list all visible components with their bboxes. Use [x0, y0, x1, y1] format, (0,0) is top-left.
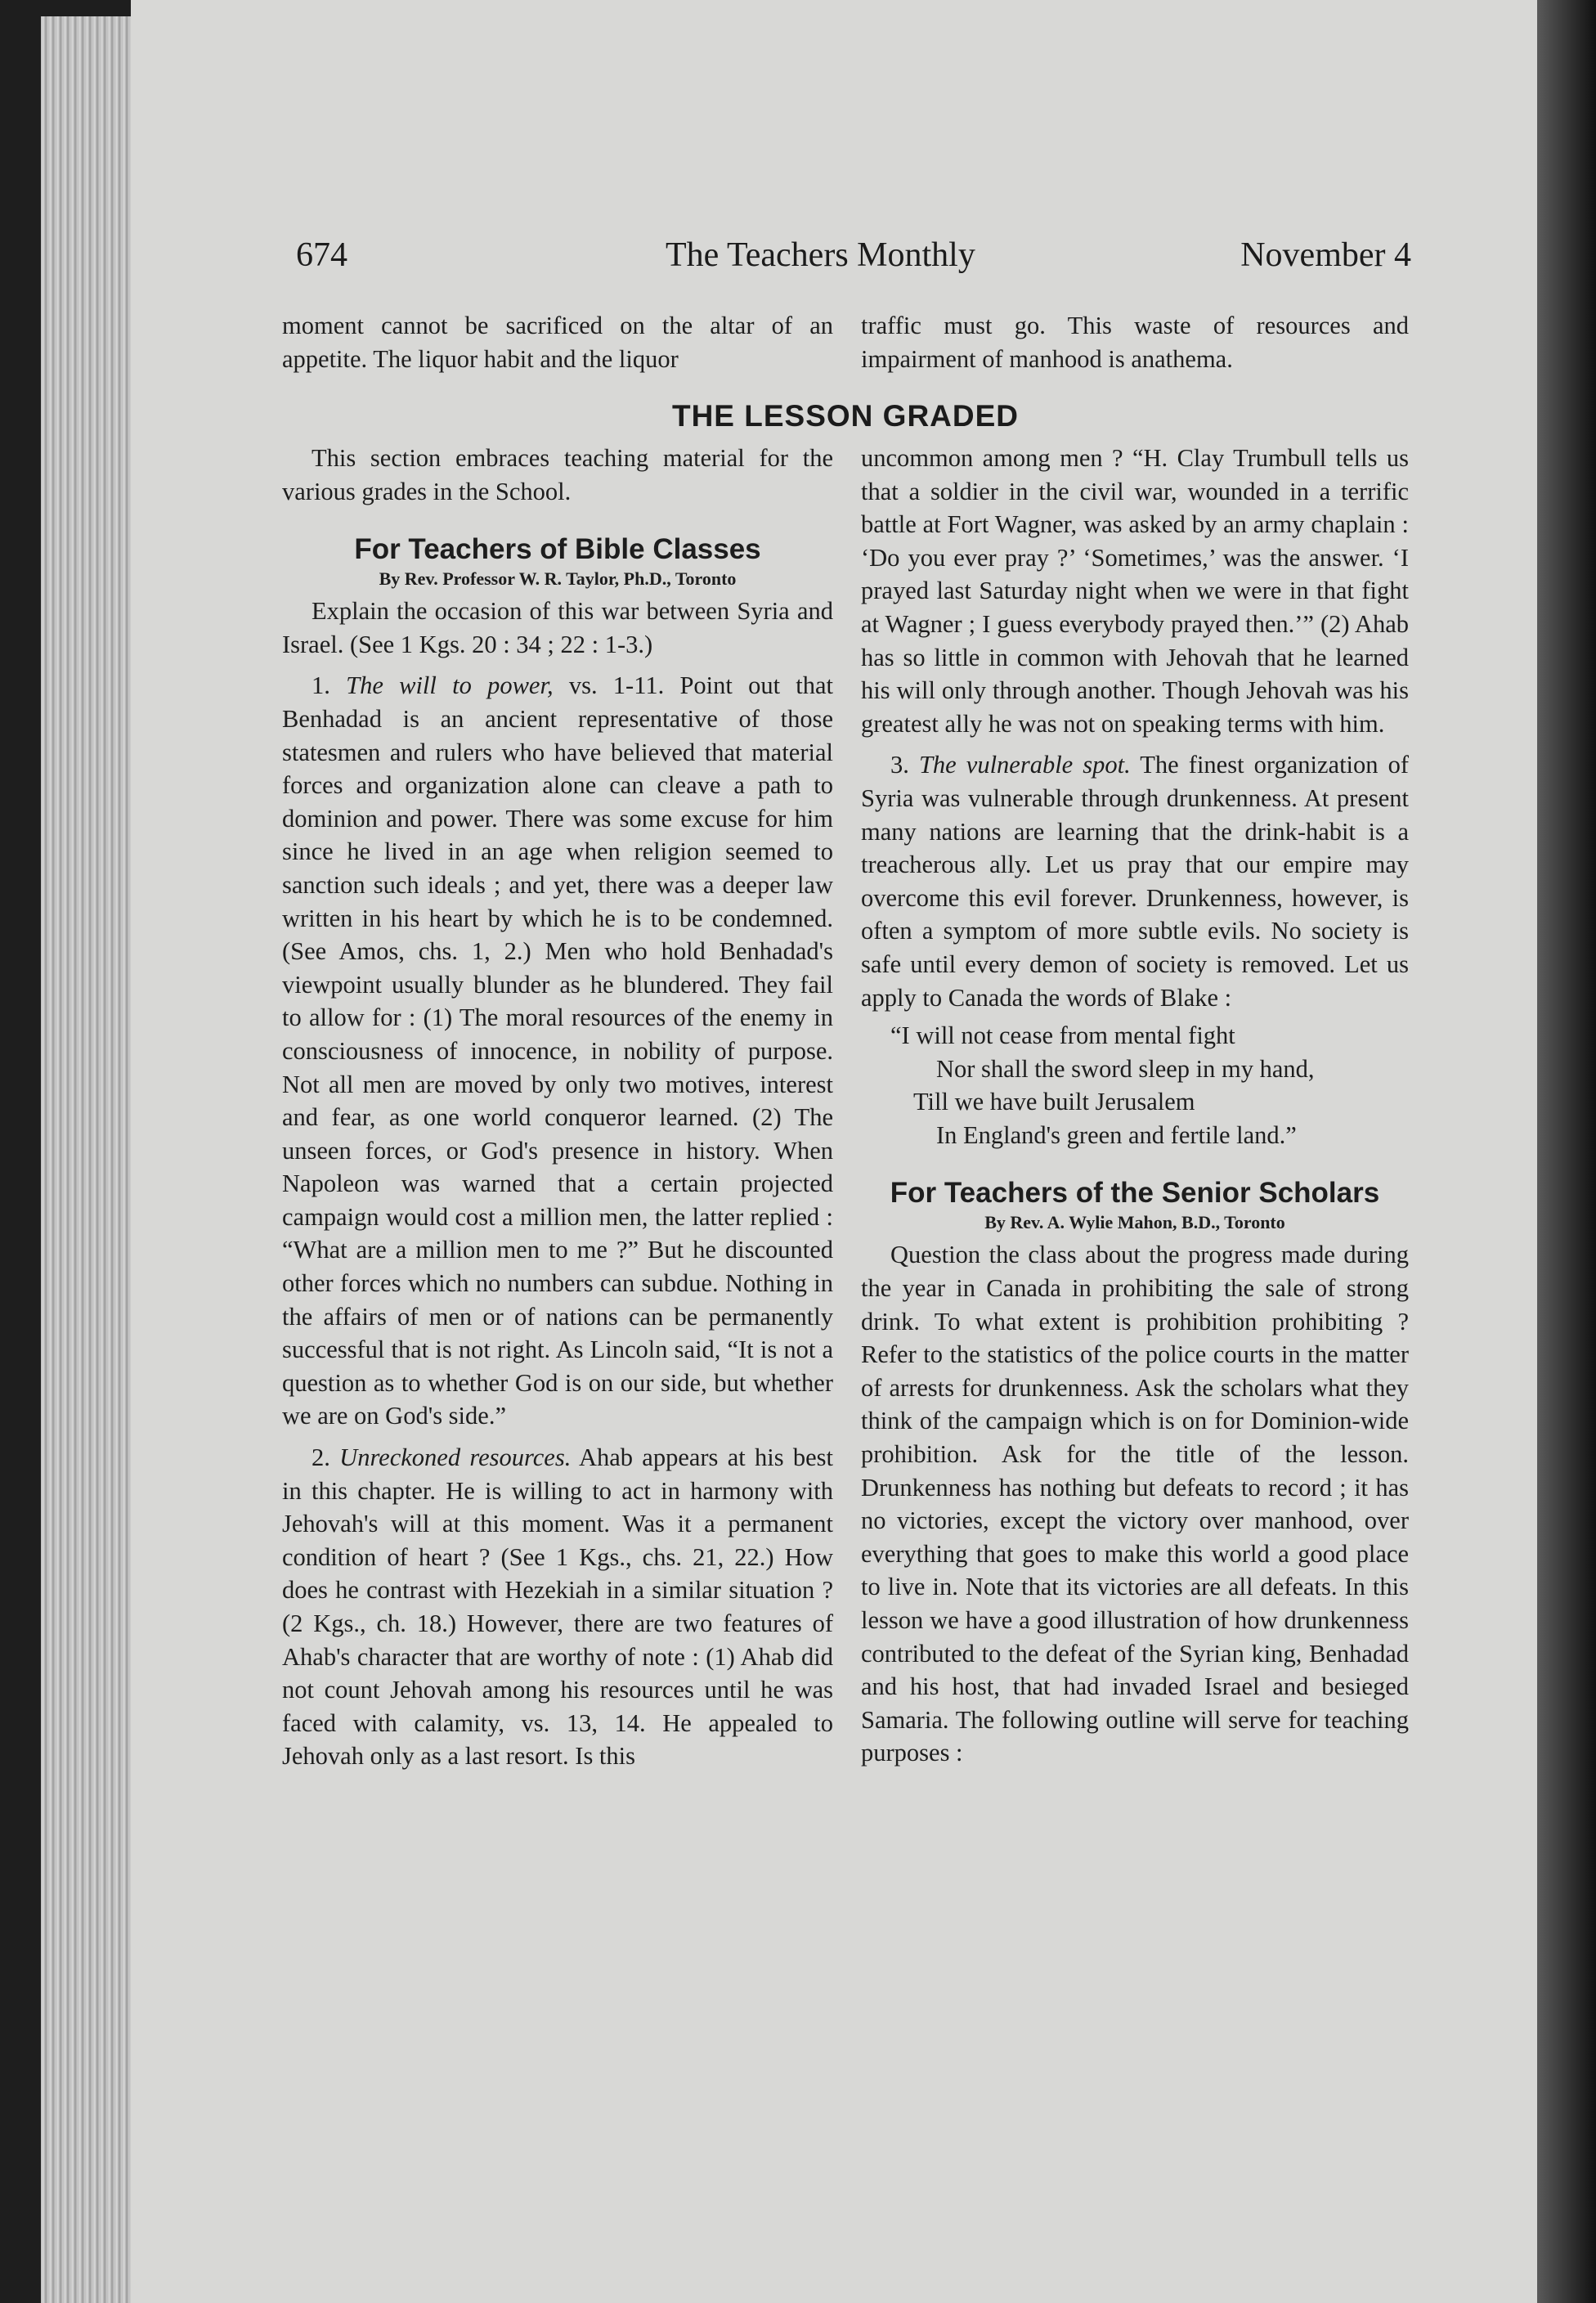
bible-classes-paragraph-5	[861, 748, 1409, 1014]
journal-title: The Teachers Monthly	[666, 236, 975, 274]
top-left-continuation	[282, 309, 833, 375]
right-column	[861, 442, 1409, 1770]
point-text: The finest organization of Syria was vulnerable through drunkenness. At present many nations are learning that the drink-habit is a treacherous ally. Let us pray that our empire may overcome this evil forever. Drunkenness, however, is often a symptom of more subtle evils. No society is safe until every demon of society is removed. Let us apply to Canada the words of Blake :	[861, 751, 1409, 1012]
point-number: 1.	[312, 671, 330, 700]
left-column	[282, 442, 833, 1773]
bible-classes-heading: For Teachers of Bible Classes	[354, 533, 761, 566]
top-right-continuation	[861, 309, 1409, 375]
poem-line: Nor shall the sword sleep in my hand,	[936, 1054, 1315, 1083]
blake-poem	[861, 1019, 1409, 1152]
poem-line: “I will not cease from mental fight	[890, 1021, 1235, 1050]
point-text: Ahab appears at his best in this chapter. He is willing to act in harmony with Jehovah's will at this moment. Was it a permanent condition of heart ? (See 1 Kgs., chs. 21, 22.) How does he contrast with Hezekiah in a similar situation ? (2 Kgs., ch. 18.) However, there are two features of Ahab's character that are worthy of note : (1) Ahab did not count Jehovah among his resources until he was faced with calamity, vs. 13, 14. He appealed to Jehovah only as a last resort. Is this	[282, 1443, 834, 1771]
point-number: 3.	[890, 751, 909, 779]
continuation-text-right: traffic must go. This waste of resources and impairment of manhood is anathema.	[861, 312, 1409, 373]
bible-classes-byline: By Rev. Professor W. R. Taylor, Ph.D., Toronto	[379, 568, 737, 590]
bible-classes-paragraph-3	[282, 1441, 833, 1773]
issue-date: November 4	[1240, 236, 1411, 274]
book-page-edges	[41, 16, 131, 2303]
senior-scholars-heading: For Teachers of the Senior Scholars	[890, 1177, 1380, 1210]
point-title: The vulnerable spot.	[918, 751, 1131, 779]
point-text: vs. 1-11. Point out that Benhadad is an ancient representative of those statesmen and rulers who have believed that material forces and organization alone can cleave a path to dominion and power. There was some excuse for him since he lived in an age when religion seemed to sanction such ideals ; and yet, there was a deeper law written in his heart by which he is to be condemned. (See Amos, chs. 1, 2.) Men who hold Benhadad's viewpoint usually blunder as he blundered. They fail to allow for : (1) The moral resources of the enemy in consciousness of innocence, in nobility of purpose. Not all men are moved by only two motives, interest and fear, as one world conqueror learned. (2) The unseen forces, or God's presence in history. When Napoleon was warned that a certain projected campaign would cost a million men, the latter replied : “What are a million men to me ?” But he discounted other forces which no numbers can subdue. Nothing in the affairs of men or of nations can be permanently successful that is not right. As Lincoln said, “It is not a question as to whether God is on our side, but whether we are on God's side.”	[282, 671, 834, 1430]
bible-classes-paragraph-4: uncommon among men ? “H. Clay Trumbull tells us that a soldier in the civil war, wounded in a terrific battle at Fort Wagner, was asked by an army chaplain : ‘Do you ever pray ?’ ‘Sometimes,’ was the answer. ‘I prayed last Saturday night when we were in that fight at Wagner ; I guess everybody prayed then.’” (2) Ahab has so little in common with Jehovah that he learned his will only through another. Though Jehovah was his greatest ally he was not on speaking terms with him.	[861, 444, 1409, 738]
intro-paragraph: This section embraces teaching material for the various grades in the School.	[282, 444, 833, 505]
point-title: Unreckoned resources.	[339, 1443, 572, 1472]
section-banner: THE LESSON GRADED	[671, 399, 1020, 433]
running-header	[296, 236, 1411, 285]
poem-line: In England's green and fertile land.”	[936, 1120, 1297, 1149]
poem-line: Till we have built Jerusalem	[913, 1088, 1195, 1116]
bible-classes-paragraph-2	[282, 669, 833, 1433]
senior-scholars-byline: By Rev. A. Wylie Mahon, B.D., Toronto	[984, 1212, 1285, 1233]
senior-scholars-paragraph-1: Question the class about the progress made during the year in Canada in prohibiting the sale of strong drink. To what extent is prohibition prohibiting ? Refer to the statistics of the police courts in the matter of arrests for drunkenness. Ask the scholars what they think of the campaign which is on for Dominion-wide prohibition. Ask for the title of the lesson. Drunkenness has nothing but defeats to record ; it has no victories, except the victory over manhood, over everything that goes to make this world a good place to live in. Note that its victories are all defeats. In this lesson we have a good illustration of how drunkenness contributed to the defeat of the Syrian king, Benhadad and his host, that had invaded Israel and besieged Samaria. The following outline will serve for teaching purposes :	[861, 1241, 1409, 1767]
continuation-text-left: moment cannot be sacrificed on the altar of an appetite. The liquor habit and the liquor	[282, 312, 833, 373]
point-number: 2.	[312, 1443, 330, 1472]
page-number: 674	[296, 236, 347, 274]
binding-shadow	[1537, 0, 1596, 2303]
bible-classes-paragraph-1: Explain the occasion of this war between Syria and Israel. (See 1 Kgs. 20 : 34 ; 22 : 1-3.)	[282, 597, 833, 658]
point-title: The will to power,	[346, 671, 554, 700]
